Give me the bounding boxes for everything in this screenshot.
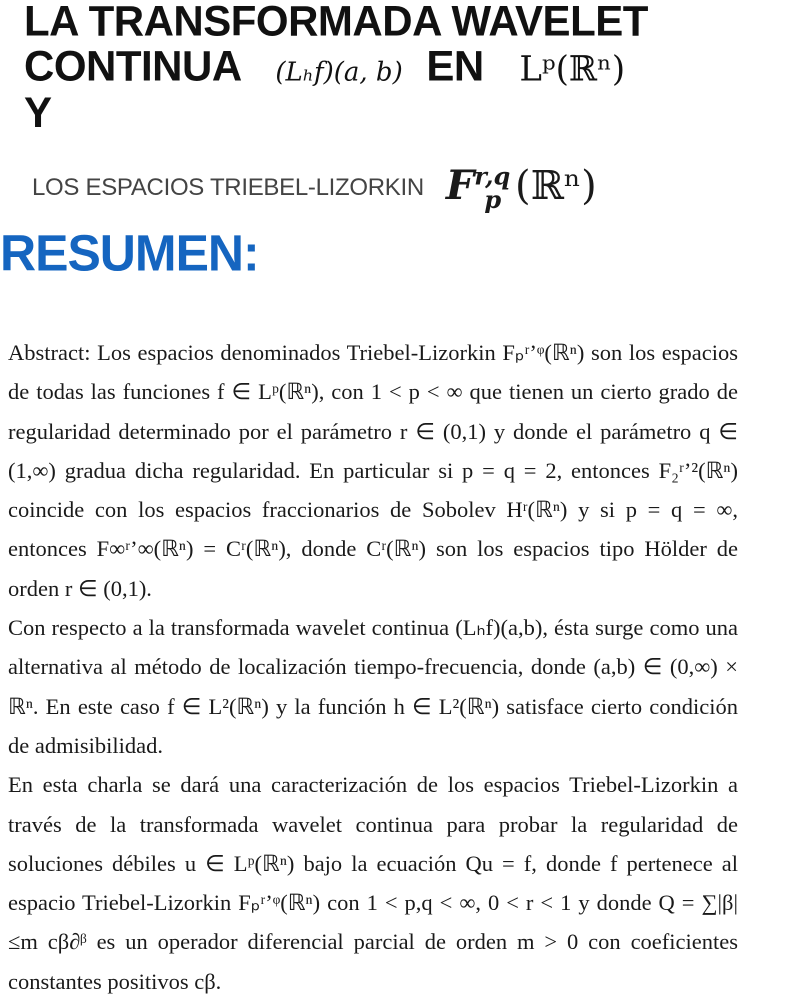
subtitle bbox=[32, 162, 597, 214]
title-line-2 bbox=[24, 41, 784, 95]
title-transform-math: (Lₕf)(a, b) bbox=[275, 56, 403, 88]
title-en: EN bbox=[426, 41, 484, 90]
title-lp-math: Lᵖ(ℝⁿ) bbox=[519, 48, 626, 90]
abstract-paragraph-2: Con respecto a la transformada wavelet continua (Lₕf)(a,b), ésta surge como una alternativa al método de localización tiempo-frecuencia, donde (a,b) ∈ (0,∞) × ℝⁿ. En este caso f ∈ L²(ℝⁿ) y la función h ∈ L²(ℝⁿ) satisface cierto condición de admisibilidad. bbox=[8, 615, 738, 758]
abstract-paragraph-1: Abstract: Los espacios denominados Triebel-Lizorkin Fₚʳ’ᵠ(ℝⁿ) son los espacios de todas las funciones f ∈ Lᵖ(ℝⁿ), con 1 < p < ∞ que tienen un cierto grado de regularidad determinado por el parámetro r ∈ (0,1) y donde el parámetro q ∈ (1,∞) gradua dicha regularidad. En particular si p = q = 2, entonces F₂ʳ’²(ℝⁿ) coincide con los espacios fraccionarios de Sobolev Hʳ(ℝⁿ) y si p = q = ∞, entonces F∞ʳ’∞(ℝⁿ) = Cʳ(ℝⁿ), donde Cʳ(ℝⁿ) son los espacios tipo Hölder de orden r ∈ (0,1). bbox=[8, 340, 738, 601]
subtitle-math bbox=[445, 162, 597, 215]
subtitle-text: LOS ESPACIOS TRIEBEL-LIZORKIN bbox=[32, 174, 424, 202]
abstract-body bbox=[8, 333, 738, 1001]
abstract-paragraph-3: En esta charla se dará una caracterización de los espacios Triebel-Lizorkin a través de la transformada wavelet continua para probar la regularidad de soluciones débiles u ∈ Lᵖ(ℝⁿ) bajo la ecuación Qu = f, donde f pertenece al espacio Triebel-Lizorkin Fₚʳ’ᵠ(ℝⁿ) con 1 < p,q < ∞, 0 < r < 1 y donde Q = ∑|β|≤m cβ∂ᵝ es un operador diferencial parcial de orden m > 0 con coeficientes constantes positivos cβ. bbox=[8, 772, 738, 994]
section-heading: RESUMEN: bbox=[0, 224, 259, 282]
subtitle-math-sup: r,q bbox=[474, 162, 511, 191]
title-continua: CONTINUA bbox=[24, 41, 242, 90]
poster-title bbox=[24, 0, 784, 137]
subtitle-math-sub: p bbox=[484, 185, 502, 215]
subtitle-math-f: F bbox=[445, 162, 475, 210]
title-y: Y bbox=[24, 88, 52, 137]
subtitle-math-space: (ℝⁿ) bbox=[515, 163, 597, 210]
title-line-1: LA TRANSFORMADA WAVELET bbox=[24, 0, 648, 45]
